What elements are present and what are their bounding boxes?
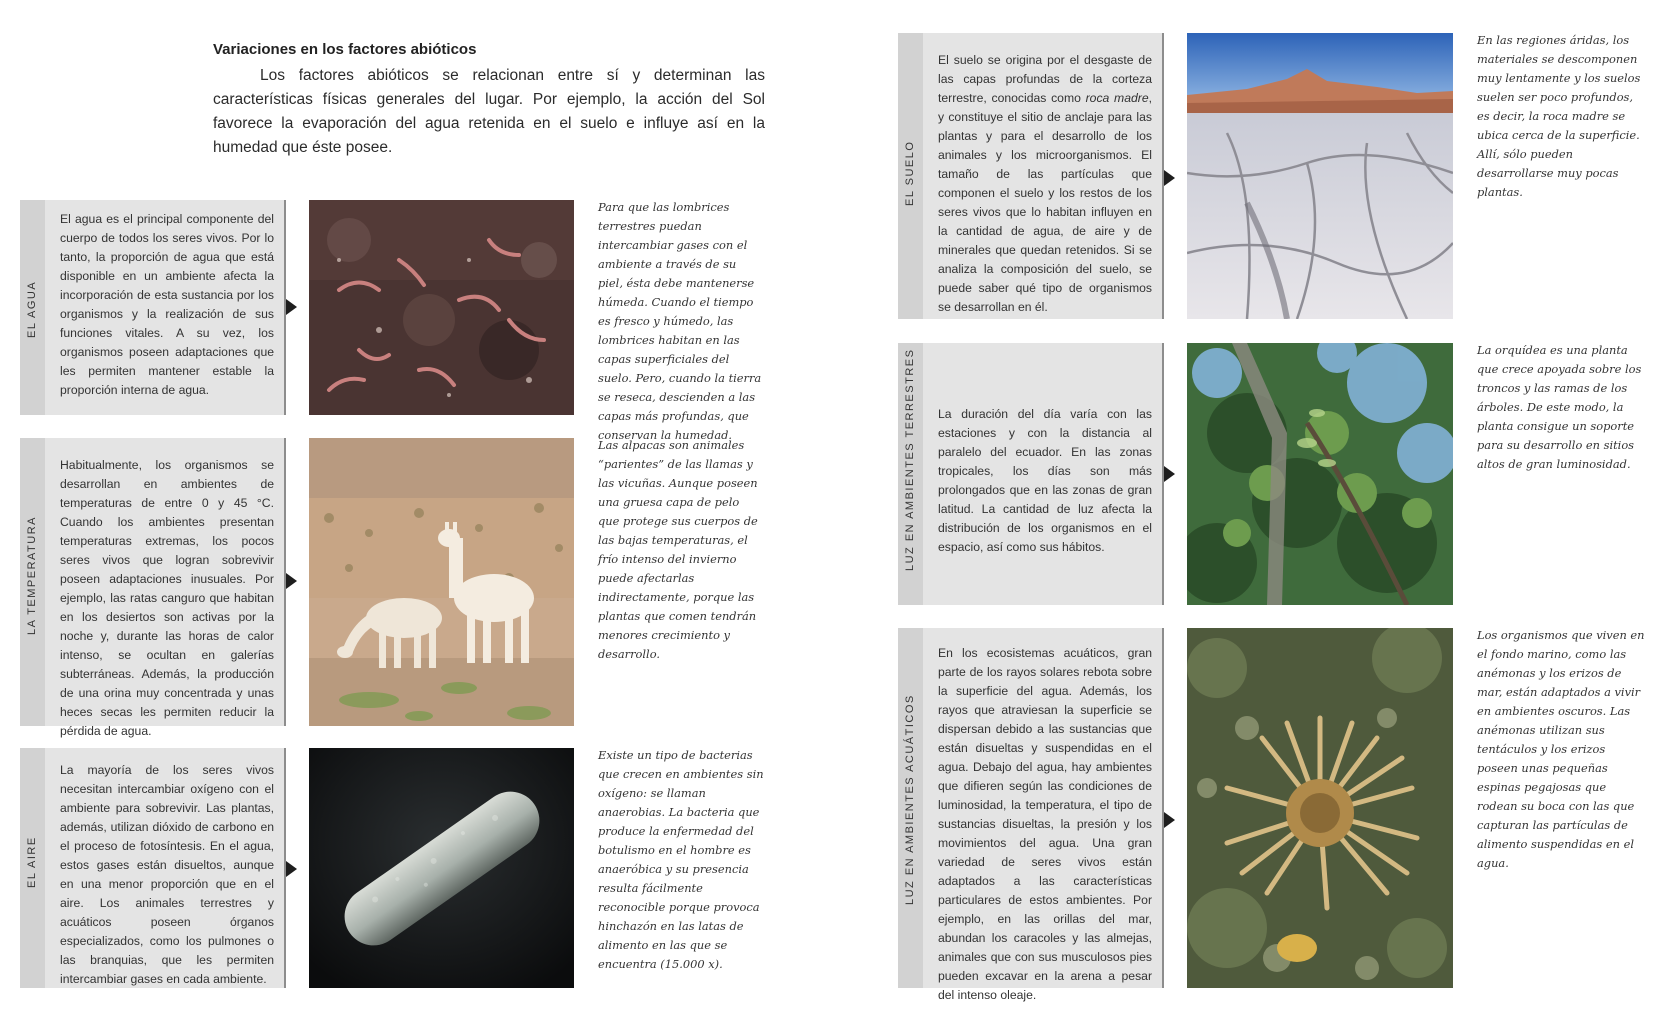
section-heading: Variaciones en los factores abióticos [213,41,477,58]
arrow-right-icon [1164,170,1175,186]
caption-cracked-soil: En las regiones áridas, los materiales se descomponen muy lentamente y los suelos suelen ser poco profundos, es decir, la roca madre se ubica cerca de la superficie. Allí, sólo pueden desarrollarse muy pocas plantas. [1477,33,1641,199]
caption-earthworms: Para que las lombrices terrestres puedan intercambiar gases con el ambiente a través de su piel, ésta debe mantenerse húmeda. Cuando el tiempo es fresco y húmedo, las lombrices habitan en las capas superficiales del suelo. Pero, cuando la tierra se reseca, descienden a las capas más profundas, que conservan la humedad. [598,200,762,442]
arrow-right-icon [1164,812,1175,828]
arrow-right-icon [286,299,297,315]
photo-bacterium [309,748,574,988]
card-luz-acuaticos [898,628,1164,1002]
card-text-luz-terrestres: La duración del día varía con las estaciones y con la distancia al paralelo del ecuador. En las zonas tropicales, los días son más prolongados que en las zonas de gran latitud. La cantidad de luz afecta la distribución de los organismos en el espacio, así como sus hábitos. [938,407,1152,554]
arrow-right-icon [286,861,297,877]
card-el-aire [20,748,286,988]
side-label-el-aire: EL AIRE [26,836,38,888]
card-text-el-suelo [938,51,1152,317]
card-text-el-agua: El agua es el principal componente del cuerpo de todos los seres vivos. Por lo tanto, la proporción de agua que está disponible en un ambiente afecta la incorporación de esta sustancia por los organismos y la realización de sus funciones vitales. A su vez, los organismos poseen adaptaciones que les permiten mantener estable la proporción interna de agua. [60,212,274,397]
card-la-temperatura [20,438,286,738]
card-el-suelo [898,33,1164,319]
card-text-la-temperatura: Habitualmente, los organismos se desarrollan en ambientes de temperaturas de entre 0 y 45 °C. Cuando los ambientes presentan temperaturas extremas, los pocos seres vivos que logran sobrevivir poseen adaptaciones inusuales. Por ejemplo, las ratas canguro que habitan en los desiertos son activas por la noche y, durante las horas de calor intenso, se ocultan en galerías subterráneas. Además, la producción de una orina muy concentrada y unas heces secas les permiten reducir la pérdida de agua. [60,458,274,738]
arrow-right-icon [1164,466,1175,482]
card-el-agua [20,200,286,415]
photo-cracked-soil [1187,33,1453,319]
caption-sea-anemone: Los organismos que viven en el fondo marino, como las anémonas y los erizos de mar, están adaptados a vivir en ambientes oscuros. Las anémonas utilizan sus tentáculos y los erizos poseen unas pequeñas espinas pegajosas que rodean su boca con las que capturan las partículas de alimento suspendidas en el agua. [1477,628,1645,870]
side-label-la-temperatura: LA TEMPERATURA [26,515,38,635]
intro-paragraph: Los factores abióticos se relacionan entre sí y determinan las características físicas generales del lugar. Por ejemplo, la acción del Sol favorece la evaporación del agua retenida en el suelo e influye así en la humedad que éste posee. [213,67,765,156]
card-text-el-aire: La mayoría de los seres vivos necesitan intercambiar oxígeno con el ambiente para sobrevivir. Las plantas, además, utilizan dióxido de carbono en el proceso de fotosíntesis. En el agua, estos gases están disueltos, aunque en una menor proporción que en el aire. Los animales terrestres y acuáticos poseen órganos especializados, como los pulmones o las branquias, que les permiten intercambiar gases en cada ambiente. [60,763,274,986]
card-text-el-suelo-part-1: El suelo se origina por el desgaste de las capas profundas de la corteza terrestre, conocidas como [938,53,1152,105]
photo-orchid [1187,343,1453,605]
side-label-el-agua: EL AGUA [26,280,38,338]
caption-bacterium: Existe un tipo de bacterias que crecen en ambientes sin oxígeno: se llaman anaerobias. La bacteria que produce la enfermedad del botulismo en el hombre es anaeróbica y su presencia resulta fácilmente reconocible porque provoca hinchazón en las latas de alimento en las que se encuentra (15.000 x). [598,748,764,971]
card-luz-terrestres [898,343,1164,605]
side-label-luz-terrestres: LUZ EN AMBIENTES TERRESTRES [904,348,916,571]
arrow-right-icon [286,573,297,589]
card-text-luz-acuaticos: En los ecosistemas acuáticos, gran parte de los rayos solares rebota sobre la superficie del agua. Además, los rayos que atraviesan la superficie se dispersan debido a las sustancias que están disueltas y suspendidas en el agua. Debajo del agua, hay ambientes que difieren según las condiciones de luminosidad, la temperatura, el tipo de sustancias disueltas, la presión y los movimientos del agua. Una gran variedad de seres vivos están adaptados a las características particulares de estos ambientes. Por ejemplo, en las orillas del mar, abundan los caracoles y las almejas, animales que con sus musculosos pies pueden excavar en la arena a pesar del intenso oleaje. [938,646,1152,1002]
photo-earthworms [309,200,574,415]
side-label-luz-acuaticos: LUZ EN AMBIENTES ACUÁTICOS [904,694,916,905]
photo-alpacas [309,438,574,726]
caption-orchid: La orquídea es una planta que crece apoyada sobre los troncos y las ramas de los árboles. De este modo, la planta consigue un soporte para su desarrollo en sitios altos de gran luminosidad. [1477,343,1642,471]
card-text-el-suelo-emphasis: roca madre [1085,91,1149,105]
caption-alpacas: Las alpacas son animales “parientes” de las llamas y las vicuñas. Aunque poseen una gruesa capa de pelo que protege sus cuerpos de las bajas temperaturas, el frío intenso del invierno puede afectarlas indirectamente, porque las plantas que comen tendrán menores crecimiento y desarrollo. [598,438,758,661]
side-label-el-suelo: EL SUELO [904,140,916,206]
photo-sea-anemone [1187,628,1453,988]
card-text-el-suelo-part-2: , y constituye el sitio de anclaje para las plantas y para el desarrollo de los animales y los microorganismos. El tamaño de las partículas que componen el suelo y los restos de los seres vivos que lo habitan influyen en la cantidad de agua, de aire y de minerales que quedan retenidos. Si se analiza la composición del suelo, se puede saber qué tipo de organismos se desarrollan en él. [938,91,1152,314]
